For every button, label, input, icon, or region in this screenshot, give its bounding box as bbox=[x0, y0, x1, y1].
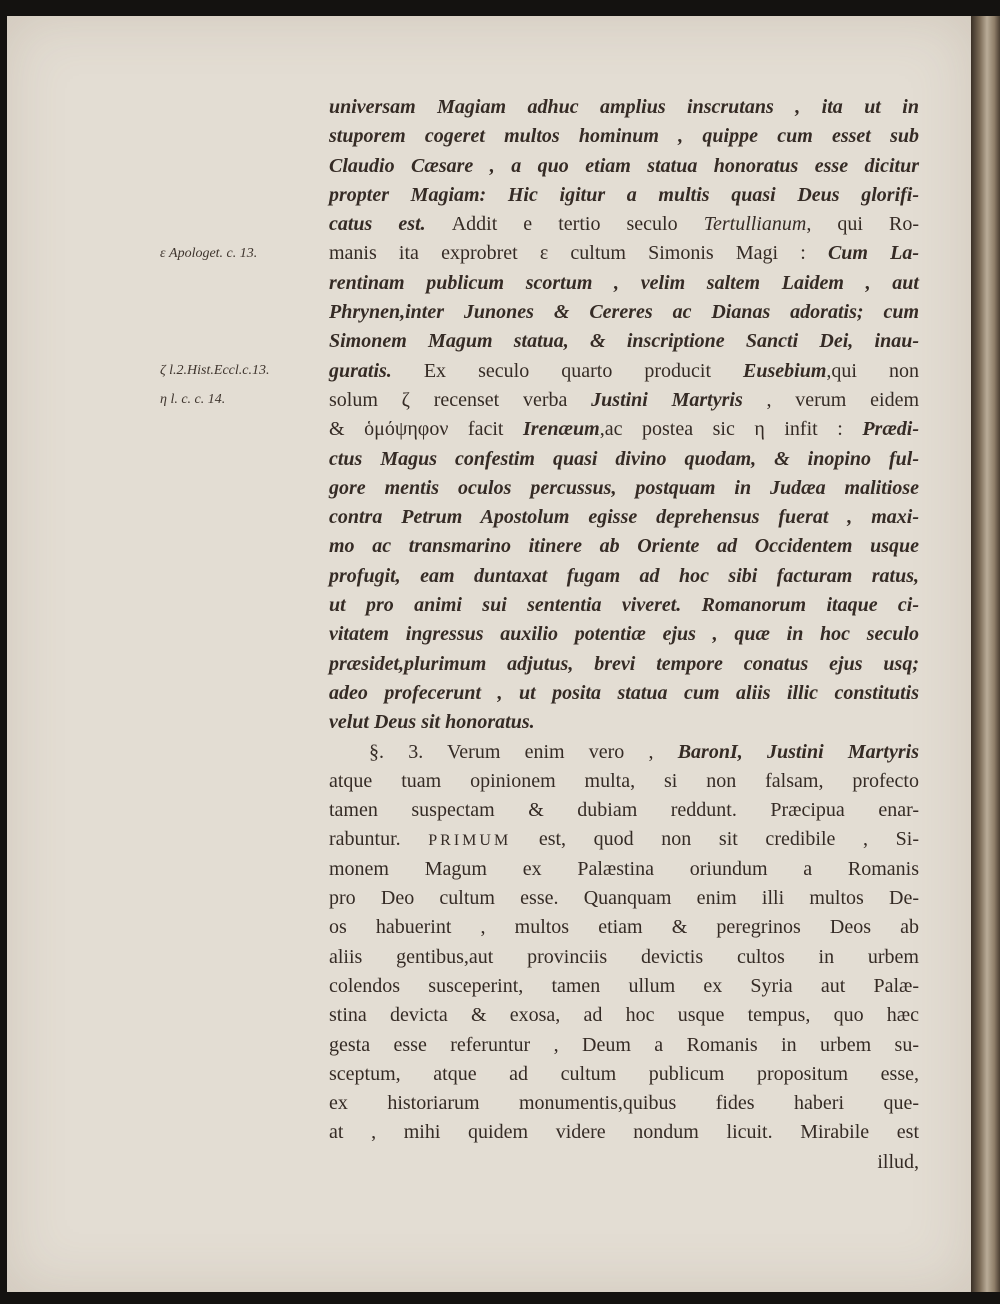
text-segment: velut Deus sit honoratus. bbox=[329, 711, 535, 734]
text-segment: pro Deo cultum esse. Quanquam enim illi multos De- bbox=[329, 887, 919, 910]
text-segment: manis ita exprobret ε cultum Simonis Magi : bbox=[329, 242, 828, 265]
text-segment: Simonem Magum statua, & inscriptione Sancti Dei, inau- bbox=[329, 330, 919, 353]
text-segment: vitatem ingressus auxilio potentiæ ejus , quæ in hoc seculo bbox=[329, 623, 919, 646]
text-segment: , qui Ro- bbox=[806, 213, 919, 236]
text-line bbox=[329, 884, 919, 913]
margin-note: ε Apologet. c. 13. bbox=[160, 245, 258, 261]
text-segment: & ὁμόψηφον facit bbox=[329, 418, 523, 441]
text-segment: Eusebium bbox=[743, 359, 827, 382]
text-line bbox=[329, 122, 919, 151]
text-segment: Addit e tertio seculo bbox=[451, 213, 704, 236]
text-line bbox=[329, 445, 919, 474]
text-segment: ctus Magus confestim quasi divino quodam, & inopino ful- bbox=[329, 447, 919, 470]
text-segment: at , mihi quidem videre nondum licuit. Mirabile est bbox=[329, 1121, 919, 1144]
text-segment: ,ac postea sic η infit : bbox=[599, 418, 863, 441]
text-line bbox=[329, 620, 919, 649]
text-segment: rentinam publicum scortum , velim saltem Laidem , aut bbox=[329, 271, 919, 294]
text-line bbox=[329, 298, 919, 327]
text-segment: propter Magiam: Hic igitur a multis quasi Deus glorifi- bbox=[329, 183, 919, 206]
text-segment: præsidet,plurimum adjutus, brevi tempore conatus ejus usq; bbox=[329, 652, 919, 675]
text-segment: stina devicta & exosa, ad hoc usque tempus, quo hæc bbox=[329, 1004, 919, 1027]
text-line bbox=[329, 562, 919, 591]
text-segment: gesta esse referuntur , Deum a Romanis in urbem su- bbox=[329, 1033, 919, 1056]
text-segment: Ex seculo quarto producit bbox=[423, 359, 744, 382]
text-line bbox=[329, 474, 919, 503]
text-line bbox=[329, 708, 919, 737]
text-segment: catus est. bbox=[329, 213, 452, 236]
text-segment: , verum eidem bbox=[742, 388, 919, 411]
text-segment: profugit, eam duntaxat fugam ad hoc sibi facturam ratus, bbox=[329, 564, 919, 587]
text-line bbox=[329, 855, 919, 884]
text-line bbox=[329, 825, 919, 854]
text-segment: ex historiarum monumentis,quibus fides haberi que- bbox=[329, 1092, 919, 1115]
text-line bbox=[329, 93, 919, 122]
text-segment: Cum La- bbox=[827, 242, 919, 265]
text-segment: Tertullianum bbox=[703, 213, 807, 236]
text-segment: Justini Martyris bbox=[591, 388, 743, 411]
text-line bbox=[329, 181, 919, 210]
text-segment: §. 3. Verum enim vero , bbox=[369, 740, 678, 763]
margin-note: η l. c. c. 14. bbox=[160, 392, 226, 407]
text-segment: BaronI, Justini Martyris bbox=[677, 740, 919, 763]
text-segment: monem Magum ex Palæstina oriundum a Romanis bbox=[329, 857, 919, 880]
text-line bbox=[329, 152, 919, 181]
text-line bbox=[329, 269, 919, 298]
text-line bbox=[329, 357, 919, 386]
text-segment: contra Petrum Apostolum egisse deprehensus fuerat , maxi- bbox=[329, 506, 919, 529]
text-segment: atque tuam opinionem multa, si non falsam, profecto bbox=[329, 769, 919, 792]
text-segment: rabuntur. bbox=[329, 828, 429, 851]
text-line bbox=[329, 943, 919, 972]
text-segment: mo ac transmarino itinere ab Oriente ad Occidentem usque bbox=[329, 535, 919, 558]
text-line bbox=[329, 679, 919, 708]
text-segment: gore mentis oculos percussus, postquam in Judæa malitiose bbox=[329, 476, 919, 499]
text-segment: aliis gentibus,aut provinciis devictis cultos in urbem bbox=[329, 945, 919, 968]
text-line bbox=[329, 972, 919, 1001]
text-line bbox=[329, 1089, 919, 1118]
text-line bbox=[329, 650, 919, 679]
text-segment: illud, bbox=[877, 1150, 919, 1173]
text-segment: Irenæum bbox=[522, 418, 600, 441]
text-line bbox=[329, 796, 919, 825]
text-segment: guratis. bbox=[329, 359, 424, 382]
page-edge-shadow bbox=[971, 16, 1000, 1292]
text-segment: universam Magiam adhuc amplius inscrutans , ita ut in bbox=[329, 96, 919, 118]
text-line bbox=[329, 1060, 919, 1089]
text-line bbox=[329, 591, 919, 620]
text-line bbox=[329, 239, 919, 268]
text-segment: ,qui non bbox=[826, 359, 919, 382]
text-line bbox=[329, 1118, 919, 1147]
text-line bbox=[329, 767, 919, 796]
text-line bbox=[329, 386, 919, 415]
text-segment: Phrynen,inter Junones & Cereres ac Dianas adoratis; cum bbox=[329, 301, 919, 324]
text-segment: sceptum, atque ad cultum publicum propositum esse, bbox=[329, 1062, 919, 1085]
text-line bbox=[329, 1001, 919, 1030]
text-line bbox=[329, 913, 919, 942]
text-segment: ut pro animi sui sententia viveret. Romanorum itaque ci- bbox=[329, 594, 919, 617]
text-segment: colendos susceperint, tamen ullum ex Syria aut Palæ- bbox=[329, 974, 919, 997]
text-segment: tamen suspectam & dubiam reddunt. Præcipua enar- bbox=[329, 799, 919, 822]
text-segment: PRIMUM bbox=[428, 832, 512, 850]
main-text-block bbox=[329, 93, 919, 1177]
text-line bbox=[329, 503, 919, 532]
text-segment: Claudio Cæsare , a quo etiam statua honoratus esse dicitur bbox=[329, 154, 919, 177]
text-line bbox=[329, 415, 919, 444]
text-line bbox=[329, 532, 919, 561]
text-line bbox=[329, 327, 919, 356]
text-line bbox=[329, 738, 919, 767]
text-segment: adeo profecerunt , ut posita statua cum aliis illic constitutis bbox=[329, 681, 919, 704]
text-segment: stuporem cogeret multos hominum , quippe cum esset sub bbox=[329, 125, 919, 148]
text-line bbox=[329, 1148, 919, 1177]
text-segment: solum ζ recenset verba bbox=[329, 388, 592, 411]
text-line bbox=[329, 210, 919, 239]
text-line bbox=[329, 1031, 919, 1060]
text-segment: os habuerint , multos etiam & peregrinos Deos ab bbox=[329, 916, 919, 939]
margin-note: ζ l.2.Hist.Eccl.c.13. bbox=[160, 362, 270, 378]
text-segment: Prædi- bbox=[862, 418, 919, 441]
text-segment: est, quod non sit credibile , Si- bbox=[511, 828, 919, 851]
